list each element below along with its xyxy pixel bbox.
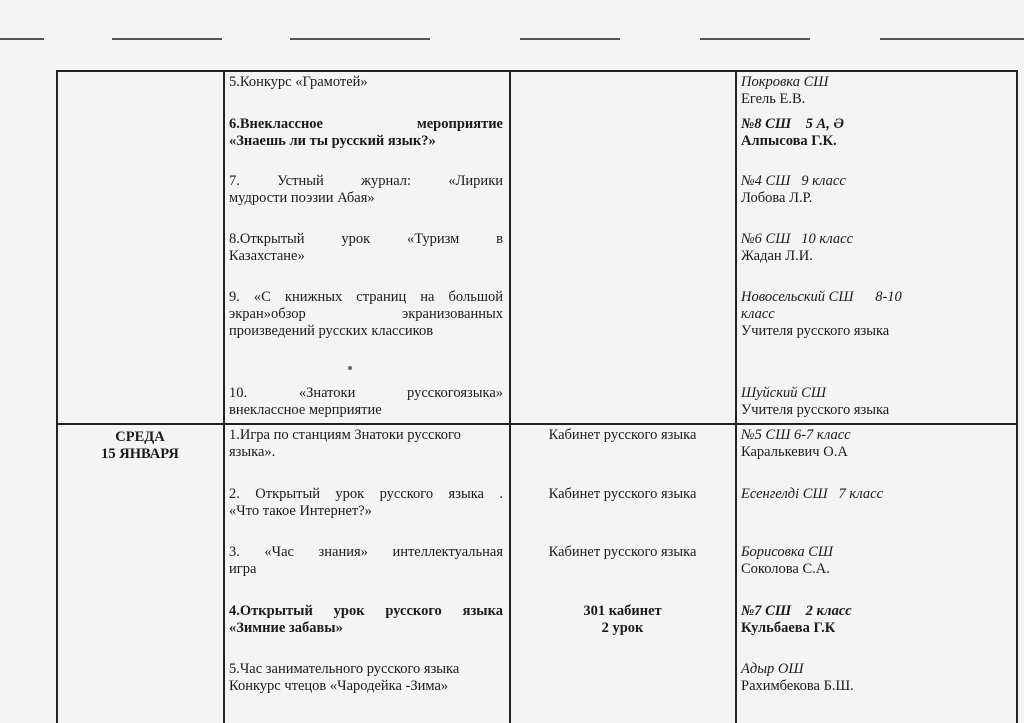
school-5-cont: класс xyxy=(741,306,775,322)
wed-school-5: Адыр ОШ xyxy=(741,661,804,677)
scan-speck xyxy=(348,366,352,370)
col-border-left xyxy=(56,70,58,723)
scan-top-line-1 xyxy=(0,38,44,40)
event-7-line-2: мудрости поэзии Абая» xyxy=(229,190,375,206)
school-4: №6 СШ 10 класс xyxy=(741,231,854,247)
event-9-line-2: экран»обзор экранизованных xyxy=(229,306,503,322)
school-6: Шуйский СШ xyxy=(741,385,826,401)
teacher-1: Егель Е.В. xyxy=(741,91,806,107)
teacher-4: Жадан Л.И. xyxy=(741,248,813,264)
scan-top-line-5 xyxy=(700,38,810,40)
teacher-5: Учителя русского языка xyxy=(741,323,890,339)
wed-event-3-line-2: игра xyxy=(229,561,257,577)
col-border-1 xyxy=(223,70,225,723)
location-4-room: 301 кабинет xyxy=(583,603,662,619)
event-9-line-3: произведений русских классиков xyxy=(229,323,434,339)
scan-top-line-4 xyxy=(520,38,620,40)
table-top-border xyxy=(56,70,1018,72)
wed-event-2-line-2: «Что такое Интернет?» xyxy=(229,503,372,519)
wed-teacher-4: Кульбаева Г.К xyxy=(741,620,836,636)
school-3: №4 СШ 9 класс xyxy=(741,173,846,189)
event-6-line-2: «Знаешь ли ты русский язык?» xyxy=(229,133,436,149)
teacher-6: Учителя русского языка xyxy=(741,402,890,418)
wed-teacher-5: Рахимбекова Б.Ш. xyxy=(741,678,854,694)
wed-school-1: №5 СШ 6-7 класс xyxy=(741,427,851,443)
wed-teacher-3: Соколова С.А. xyxy=(741,561,830,577)
event-6-line-1: 6.Внеклассное мероприятие xyxy=(229,116,503,132)
event-8-line-1: 8.Открытый урок «Туризм в xyxy=(229,231,503,247)
wed-event-1-line-1: 1.Игра по станциям Знатоки русского xyxy=(229,427,461,443)
school-2: №8 СШ 5 А, Ә xyxy=(741,116,844,132)
event-10-line-1: 10. «Знатоки русскогоязыка» xyxy=(229,385,503,401)
wed-event-5-line-1: 5.Час занимательного русского языка xyxy=(229,661,460,677)
location-4-lesson: 2 урок xyxy=(601,620,644,636)
teacher-3: Лобова Л.Р. xyxy=(741,190,813,206)
day-name: СРЕДА xyxy=(115,429,165,445)
scan-top-line-3 xyxy=(290,38,430,40)
wed-event-4-line-1: 4.Открытый урок русского языка xyxy=(229,603,503,619)
wed-teacher-1: Каралькевич О.А xyxy=(741,444,848,460)
event-9-line-1: 9. «С книжных страниц на большой xyxy=(229,289,503,305)
event-7-line-1: 7. Устный журнал: «Лирики xyxy=(229,173,503,189)
school-5: Новосельский СШ 8-10 xyxy=(741,289,902,305)
day-date: 15 ЯНВАРЯ xyxy=(101,446,179,462)
wed-event-3-line-1: 3. «Час знания» интеллектуальная xyxy=(229,544,503,560)
teacher-2: Алпысова Г.К. xyxy=(741,133,837,149)
event-5-line-1: 5.Конкурс «Грамотей» xyxy=(229,74,368,90)
scan-top-line-2 xyxy=(112,38,222,40)
event-10-line-2: внеклассное мерприятие xyxy=(229,402,382,418)
wed-school-3: Борисовка СШ xyxy=(741,544,834,560)
location-1: Кабинет русского языка xyxy=(548,427,697,443)
scan-top-line-6 xyxy=(880,38,1024,40)
row-divider xyxy=(56,423,1018,425)
col-border-right xyxy=(1016,70,1018,723)
col-border-3 xyxy=(735,70,737,723)
wed-school-4: №7 СШ 2 класс xyxy=(741,603,852,619)
wed-event-4-line-2: «Зимние забавы» xyxy=(229,620,343,636)
location-3: Кабинет русского языка xyxy=(548,544,697,560)
wed-event-2-line-1: 2. Открытый урок русского языка . xyxy=(229,486,503,502)
wed-event-5-line-2: Конкурс чтецов «Чародейка -Зима» xyxy=(229,678,449,694)
wed-school-2: Есенгелді СШ 7 класс xyxy=(741,486,884,502)
wed-event-1-line-2: языка». xyxy=(229,444,276,460)
location-2: Кабинет русского языка xyxy=(548,486,697,502)
event-8-line-2: Казахстане» xyxy=(229,248,305,264)
school-1: Покровка СШ xyxy=(741,74,829,90)
